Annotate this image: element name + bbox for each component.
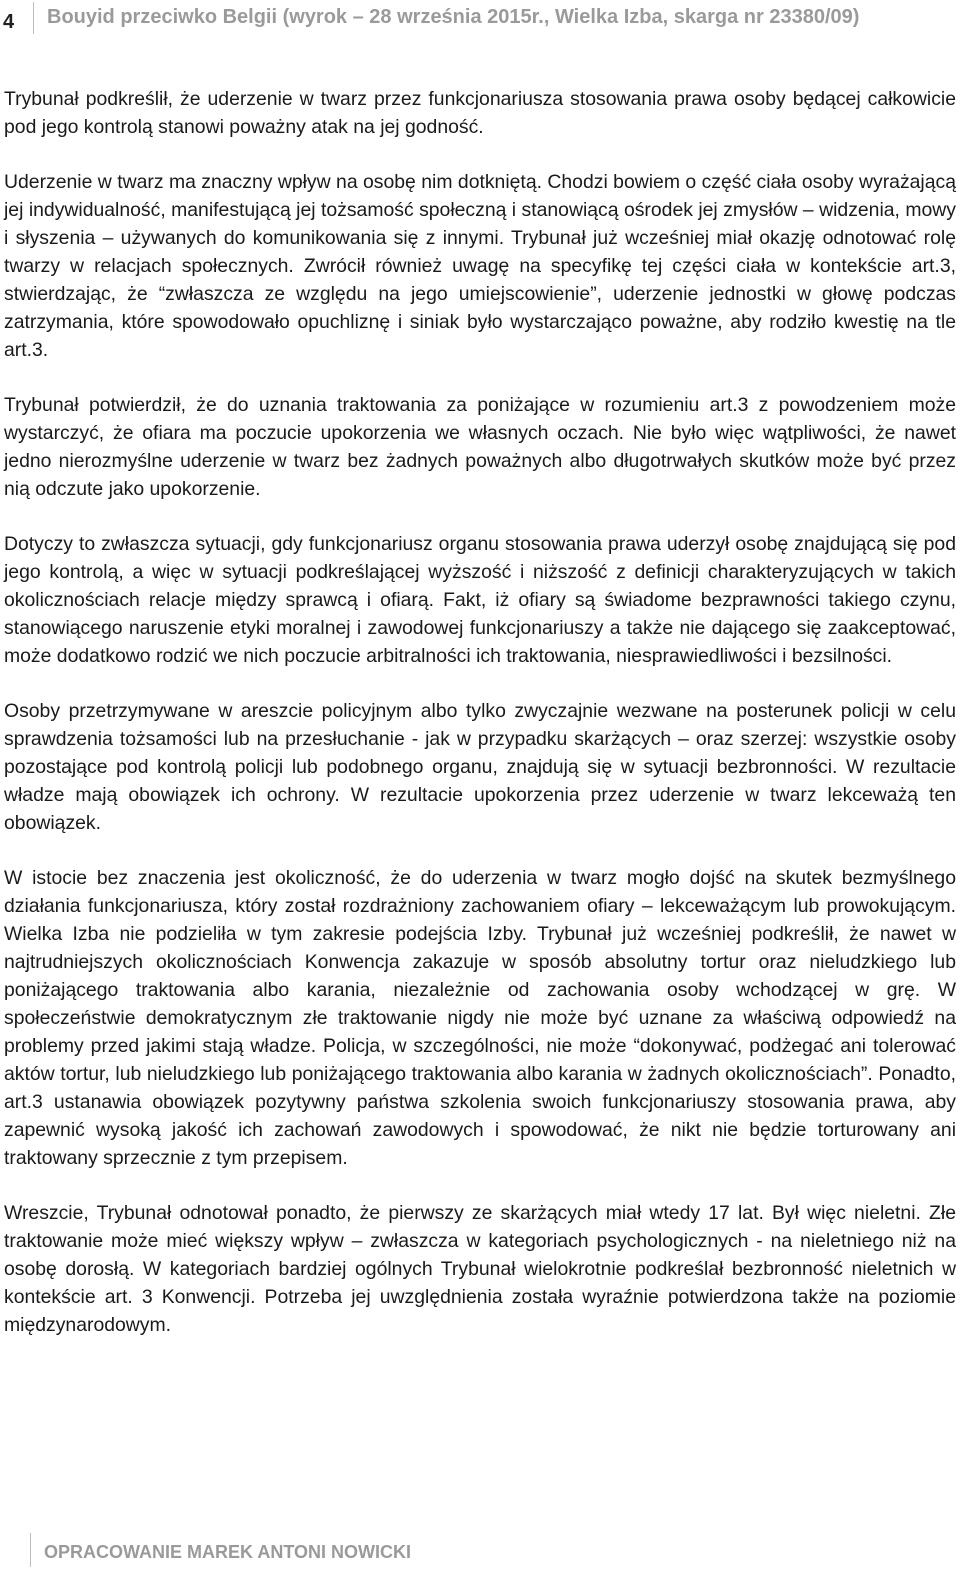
- document-body: [4, 85, 956, 1366]
- paragraph-7: Wreszcie, Trybunał odnotował ponadto, że pierwszy ze skarżących miał wtedy 17 lat. Był więc nieletni. Złe traktowanie może mieć większy wpływ – zwłaszcza w kategoriach psychologicznych - na nieletniego niż na osobę dorosłą. W kategoriach bardziej ogólnych Trybunał wielokrotnie podkreślał bezbronność nieletnich w kontekście art. 3 Konwencji. Potrzeba jej uwzględnienia została wyraźnie potwierdzona także na poziomie międzynarodowym.: [4, 1202, 956, 1336]
- paragraph-5: Osoby przetrzymywane w areszcie policyjnym albo tylko zwyczajnie wezwane na posterunek policji w celu sprawdzenia tożsamości lub na przesłuchanie - jak w przypadku skarżących – oraz szerzej: wszystkie osoby pozostające pod kontrolą policji lub podobnego organu, znajdują się w sytuacji bezbronności. W rezultacie władze mają obowiązek ich ochrony. W rezultacie upokorzenia przez uderzenie w twarz lekceważą ten obowiązek.: [4, 700, 956, 834]
- paragraph-6: W istocie bez znaczenia jest okoliczność, że do uderzenia w twarz mogło dojść na skutek bezmyślnego działania funkcjonariusza, który został rozdrażniony zachowaniem ofiary – lekceważącym lub prowokującym. Wielka Izba nie podzieliła w tym zakresie podejścia Izby. Trybunał już wcześniej podkreślił, że nawet w najtrudniejszych okolicznościach Konwencja zakazuje w sposób absolutny tortur oraz nieludzkiego lub poniżającego traktowania albo karania, niezależnie od zachowania osoby wchodzącej w grę. W społeczeństwie demokratycznym złe traktowanie nigdy nie może być uznane za właściwą odpowiedź na problemy przed jakimi stają władze. Policja, w szczególności, nie może “dokonywać, podżegać ani tolerować aktów tortur, lub nieludzkiego lub poniżającego traktowania albo karania w żadnych okolicznościach”. Ponadto, art.3 ustanawia obowiązek pozytywny państwa szkolenia swoich funkcjonariuszy stosowania prawa, aby zapewnić wysoką jakość ich zachowań zawodowych i spowodować, że nikt nie będzie torturowany ani traktowany sprzecznie z tym przepisem.: [4, 867, 956, 1169]
- paragraph-3: Trybunał potwierdził, że do uznania traktowania za poniżające w rozumieniu art.3 z powodzeniem może wystarczyć, że ofiara ma poczucie upokorzenia we własnych oczach. Nie było więc wątpliwości, że nawet jedno nierozmyślne uderzenie w twarz bez żadnych poważnych albo długotrwałych skutków może być przez nią odczute jako upokorzenie.: [4, 394, 956, 500]
- page-header: [0, 0, 960, 36]
- footer-divider: [30, 1533, 31, 1567]
- footer-author: OPRACOWANIE MAREK ANTONI NOWICKI: [44, 1542, 411, 1562]
- running-header-title: Bouyid przeciwko Belgii (wyrok – 28 września 2015r., Wielka Izba, skarga nr 23380/09): [47, 6, 860, 28]
- paragraph-4: Dotyczy to zwłaszcza sytuacji, gdy funkcjonariusz organu stosowania prawa uderzył osobę znajdującą się pod jego kontrolą, a więc w sytuacji podkreślającej wyższość i niższość z definicji charakteryzujących w takich okolicznościach relacje między sprawcą i ofiarą. Fakt, iż ofiary są świadome bezprawności takiego czynu, stanowiącego naruszenie etyki moralnej i zawodowej funkcjonariuszy a także nie dającego się zaakceptować, może dodatkowo rodzić we nich poczucie arbitralności ich traktowania, niesprawiedliwości i bezsilności.: [4, 533, 956, 667]
- paragraph-2: Uderzenie w twarz ma znaczny wpływ na osobę nim dotkniętą. Chodzi bowiem o część ciała osoby wyrażającą jej indywidualność, manifestującą jej tożsamość społeczną i stanowiącą ośrodek jej zmysłów – widzenia, mowy i słyszenia – używanych do komunikowania się z innymi. Trybunał już wcześniej miał okazję odnotować rolę twarzy w relacjach społecznych. Zwrócił również uwagę na specyfikę tej części ciała w kontekście art.3, stwierdzając, że “zwłaszcza ze względu na jego umiejscowienie”, uderzenie jednostki w głowę podczas zatrzymania, które spowodowało opuchliznę i siniak było wystarczająco poważne, aby rodziło kwestię na tle art.3.: [4, 171, 956, 361]
- page-number: 4: [3, 11, 15, 33]
- header-divider: [33, 2, 34, 34]
- paragraph-1: Trybunał podkreślił, że uderzenie w twarz przez funkcjonariusza stosowania prawa osoby będącej całkowicie pod jego kontrolą stanowi poważny atak na jej godność.: [4, 88, 956, 138]
- page-footer: [0, 1525, 960, 1569]
